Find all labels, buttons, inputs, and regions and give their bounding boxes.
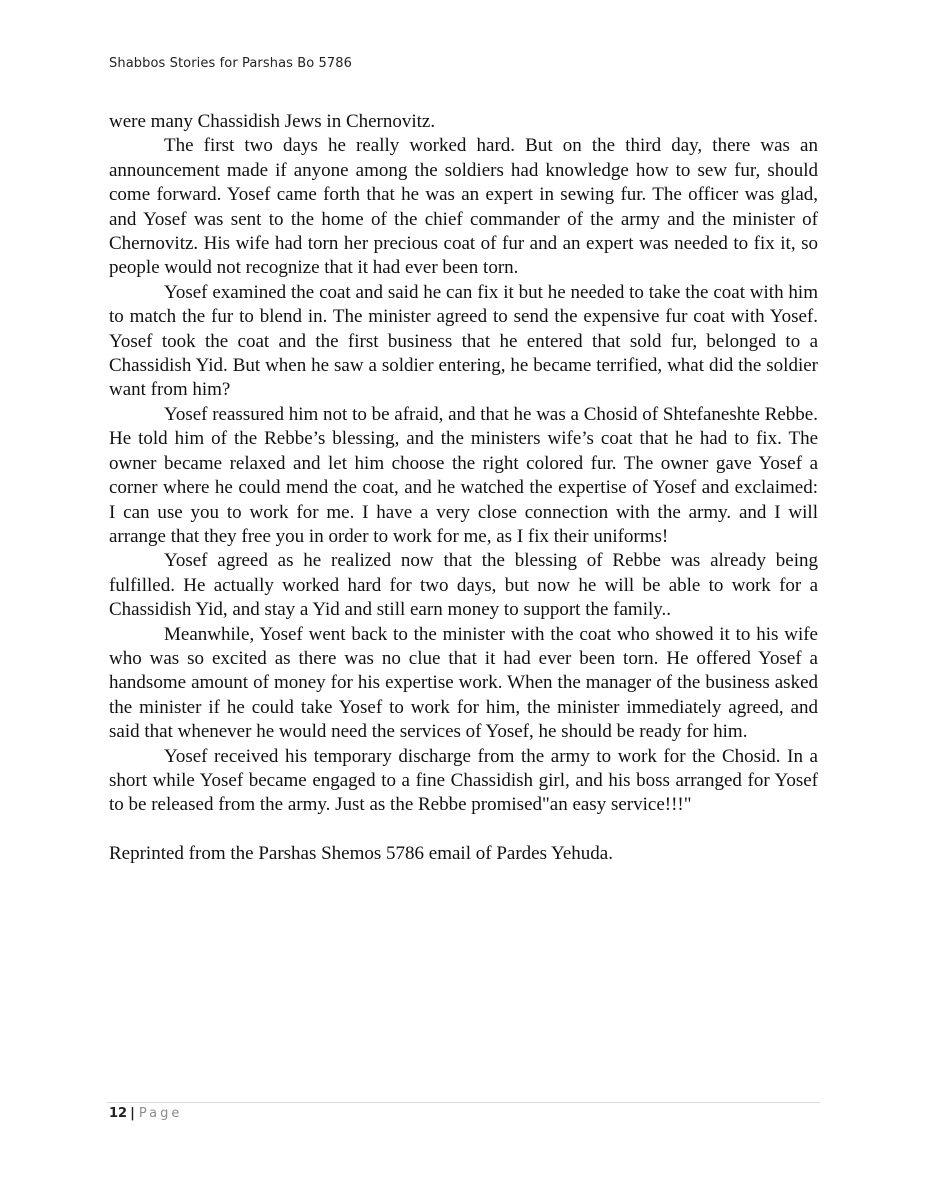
page-footer	[109, 1106, 182, 1121]
footer-divider	[107, 1102, 820, 1103]
paragraph: Yosef reassured him not to be afraid, and that he was a Chosid of Shtefaneshte Rebbe. He told him of the Rebbe’s blessing, and the ministers wife’s coat that he had to fix. The owner became relaxed and let him choose the right colored fur. The owner gave Yosef a corner where he could mend the coat, and he watched the expertise of Yosef and exclaimed: I can use you to work for me. I have a very close connection with the army. and I will arrange that they free you in order to work for me, as I fix their uniforms!	[109, 403, 818, 547]
paragraph: Yosef agreed as he realized now that the blessing of Rebbe was already being fulfilled. He actually worked hard for two days, but now he will be able to work for a Chassidish Yid, and stay a Yid and still earn money to support the family..	[109, 550, 818, 621]
paragraph: Yosef received his temporary discharge from the army to work for the Chosid. In a short while Yosef became engaged to a fine Chassidish girl, and his boss arranged for Yosef to be released from the army. Just as the Rebbe promised"an easy service!!!"	[109, 745, 818, 816]
paragraph: The first two days he really worked hard. But on the third day, there was an announcement made if anyone among the soldiers had knowledge how to sew fur, should come forward. Yosef came forth that he was an expert in sewing fur. The officer was glad, and Yosef was sent to the home of the chief commander of the army and the minister of Chernovitz. His wife had torn her precious coat of fur and an expert was needed to fix it, so people would not recognize that it had ever been torn.	[109, 135, 818, 279]
page-label: Page	[138, 1106, 183, 1121]
running-header: Shabbos Stories for Parshas Bo 5786	[109, 56, 353, 71]
article-body	[109, 110, 818, 866]
paragraph-continuation: were many Chassidish Jews in Chernovitz.	[109, 111, 436, 132]
paragraph: Yosef examined the coat and said he can fix it but he needed to take the coat with him to match the fur to blend in. The minister agreed to send the expensive fur coat with Yosef. Yosef took the coat and the first business that he entered that sold fur, belonged to a Chassidish Yid. But when he saw a soldier entering, he became terrified, what did the soldier want from him?	[109, 281, 818, 401]
source-credit: Reprinted from the Parshas Shemos 5786 email of Pardes Yehuda.	[109, 842, 613, 864]
paragraph: Meanwhile, Yosef went back to the minister with the coat who showed it to his wife who was so excited as there was no clue that it had ever been torn. He offered Yosef a handsome amount of money for his expertise work. When the manager of the business asked the minister if he could take Yosef to work for him, the minister immediately agreed, and said that whenever he would need the services of Yosef, he should be ready for him.	[109, 623, 818, 743]
page-number: 12	[109, 1106, 128, 1121]
footer-separator: |	[130, 1106, 135, 1121]
